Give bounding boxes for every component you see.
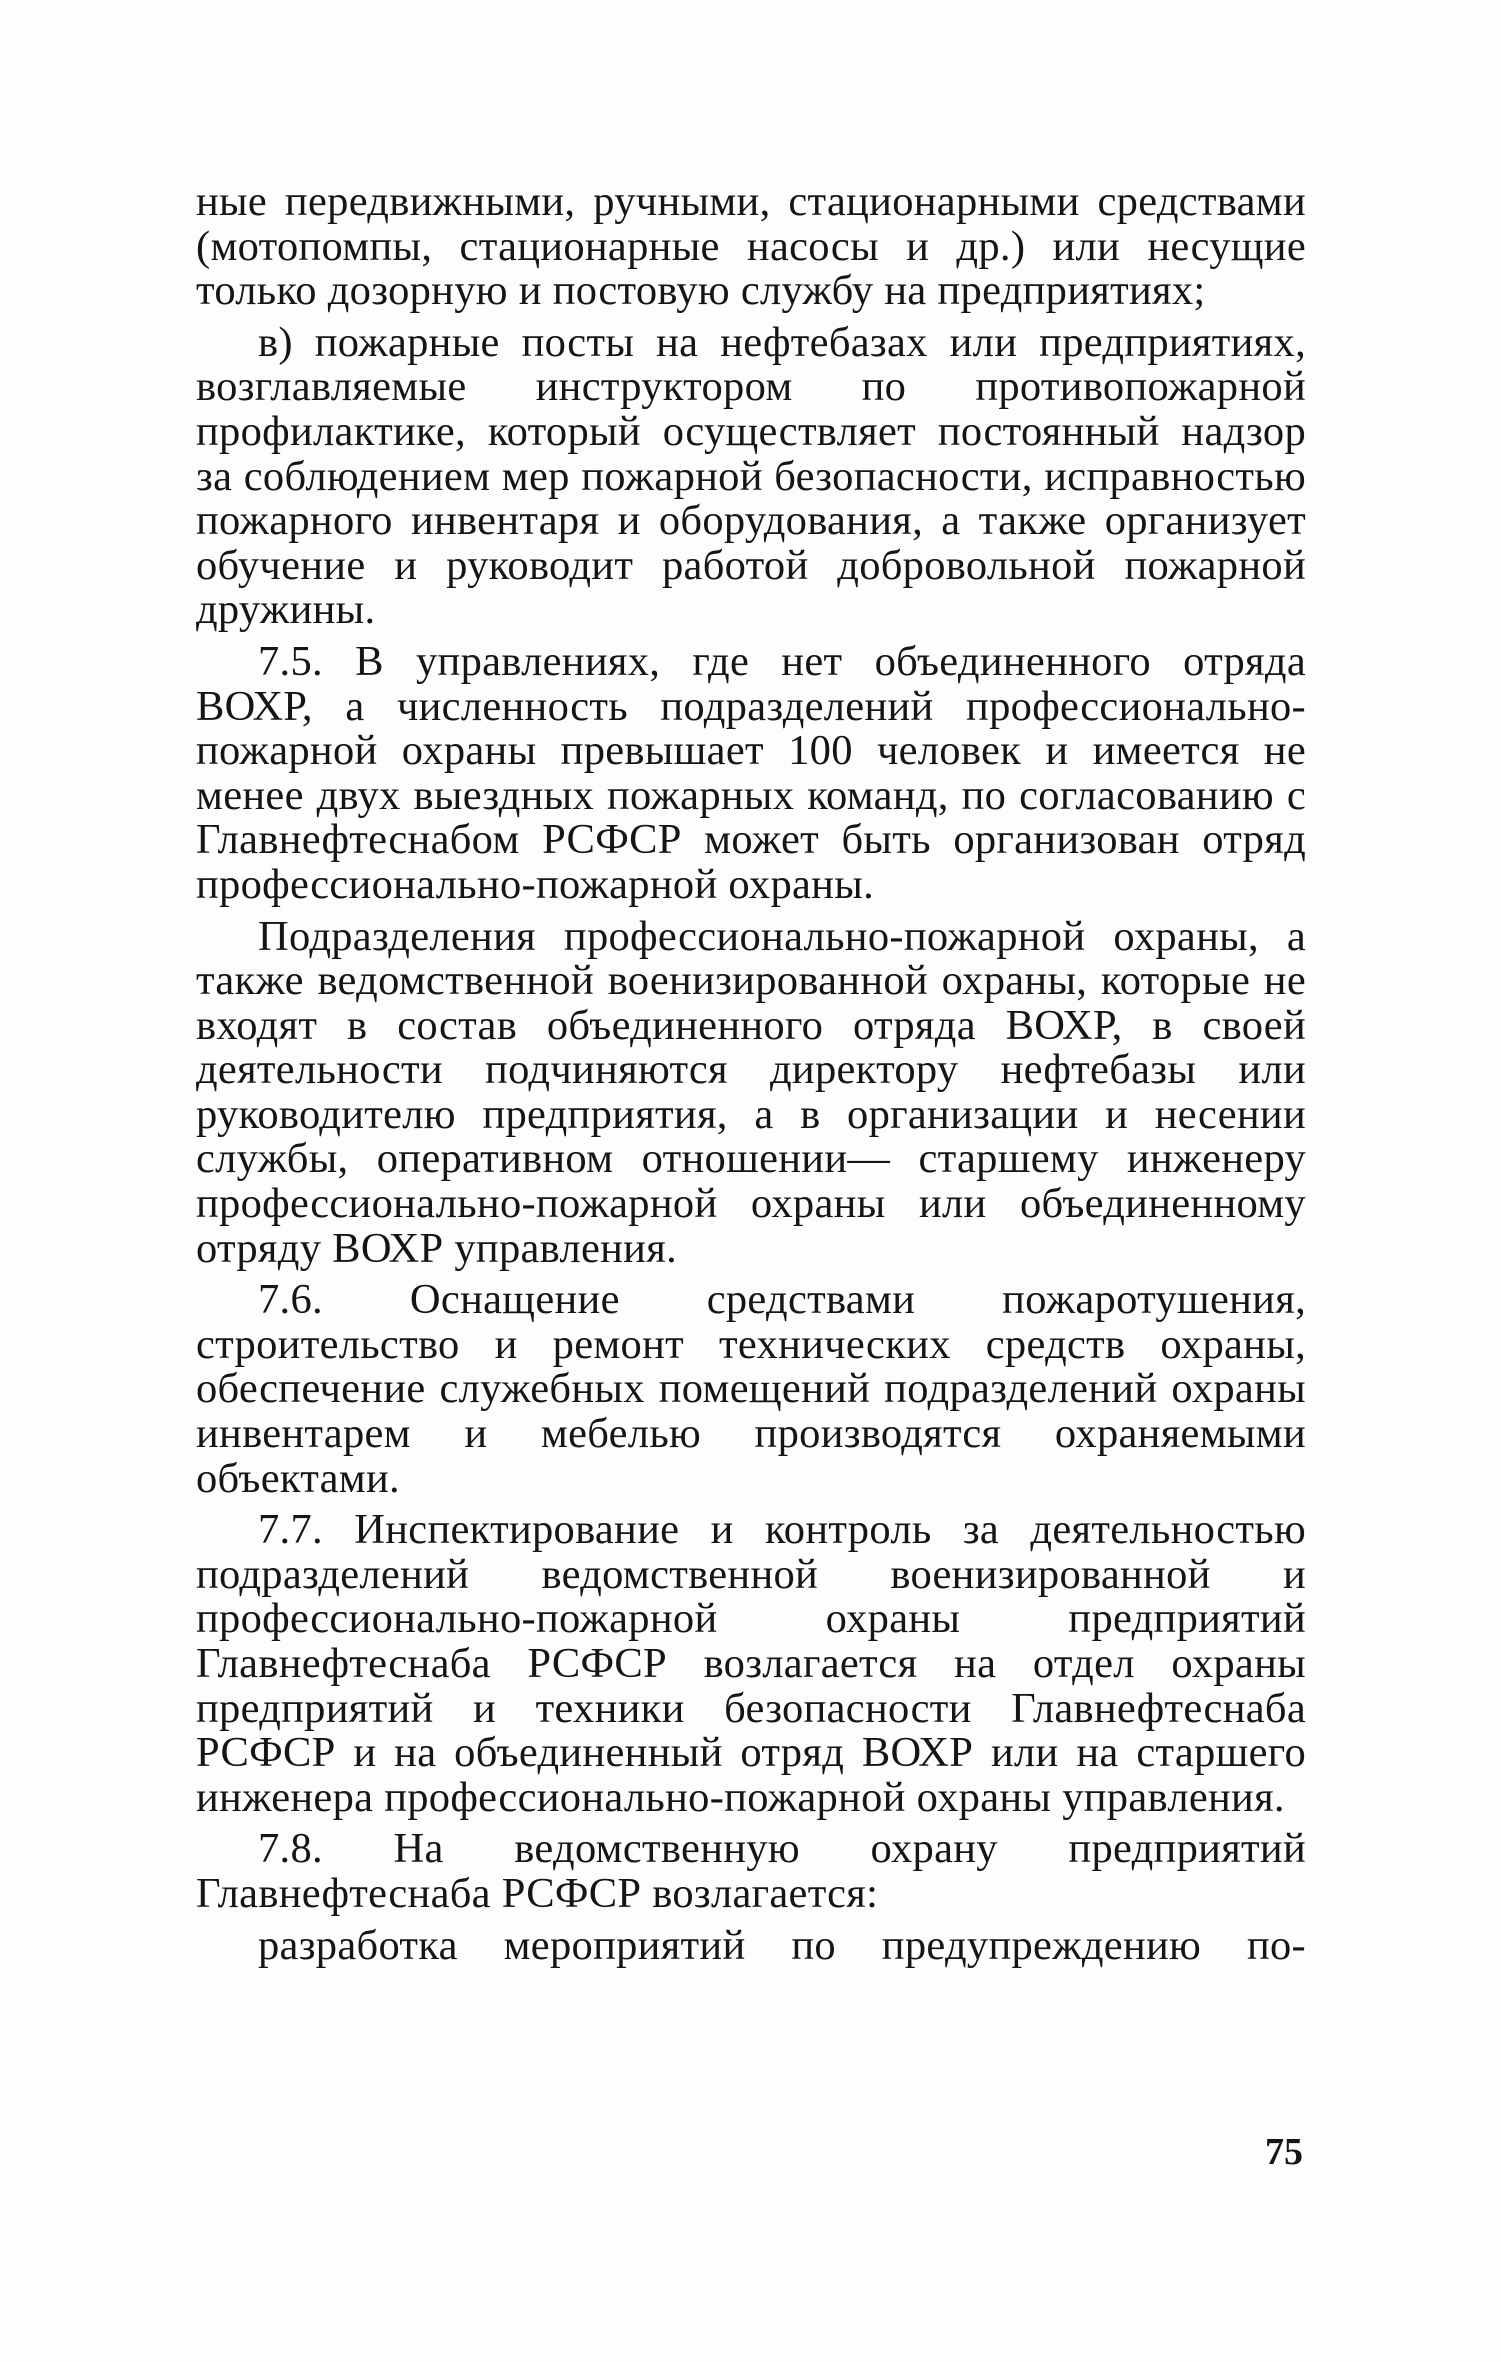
paragraph-7-7: 7.7. Инспектирование и контроль за деятельностью подразделений ведомственной военизированной и профессионально-пожарной охраны предприятий Главнефтеснаба РСФСР возлагается на отдел охраны предприятий и техники безопасности Главнефтеснаба РСФСР и на объединенный отряд ВОХР или на старшего инженера профессионально-пожарной охраны управления. — [196, 1506, 1306, 1821]
paragraph-continuation: ные передвижными, ручными, стационарными средствами (мотопомпы, стационарные насосы и др.) или несущие только дозорную и постовую службу на предприятиях; — [196, 178, 1306, 315]
paragraph-subdivisions: Подразделения профессионально-пожарной охраны, а также ведомственной военизированной охраны, которые не входят в состав объединенного отряда ВОХР, в своей деятельности подчиняются директору нефтебазы или руководителю предприятия, а в организации и несении службы, оперативном отношении— старшему инженеру профессионально-пожарной охраны или объединенному отряду ВОХР управления. — [196, 912, 1306, 1272]
paragraph-item-v: в) пожарные посты на нефтебазах или предприятиях, возглавляемые инструктором по противопожарной профилактике, который осуществляет постоянный надзор за соблюдением мер пожарной безопасности, исправностью пожарного инвентаря и оборудования, а также организует обучение и руководит работой добровольной пожарной дружины. — [196, 318, 1306, 634]
paragraph-7-5: 7.5. В управлениях, где нет объединенного отряда ВОХР, а численность подразделений профессионально-пожарной охраны превышает 100 человек и имеется не менее двух выездных пожарных команд, по согласованию с Главнефтеснабом РСФСР может быть организован отряд профессионально-пожарной охраны. — [196, 637, 1306, 908]
page-number: 75 — [1265, 2131, 1303, 2173]
body-text — [196, 180, 1306, 1975]
paragraph-development: разработка мероприятий по предупреждению по- — [258, 1921, 1306, 1969]
paragraph-7-6: 7.6. Оснащение средствами пожаротушения, строительство и ремонт технических средств охраны, обеспечение служебных помещений подразделений охраны инвентарем и мебелью производятся охраняемыми объектами. — [196, 1276, 1306, 1502]
paragraph-7-8: 7.8. На ведомственную охрану предприятий Главнефтеснаба РСФСР возлагается: — [196, 1825, 1306, 1917]
